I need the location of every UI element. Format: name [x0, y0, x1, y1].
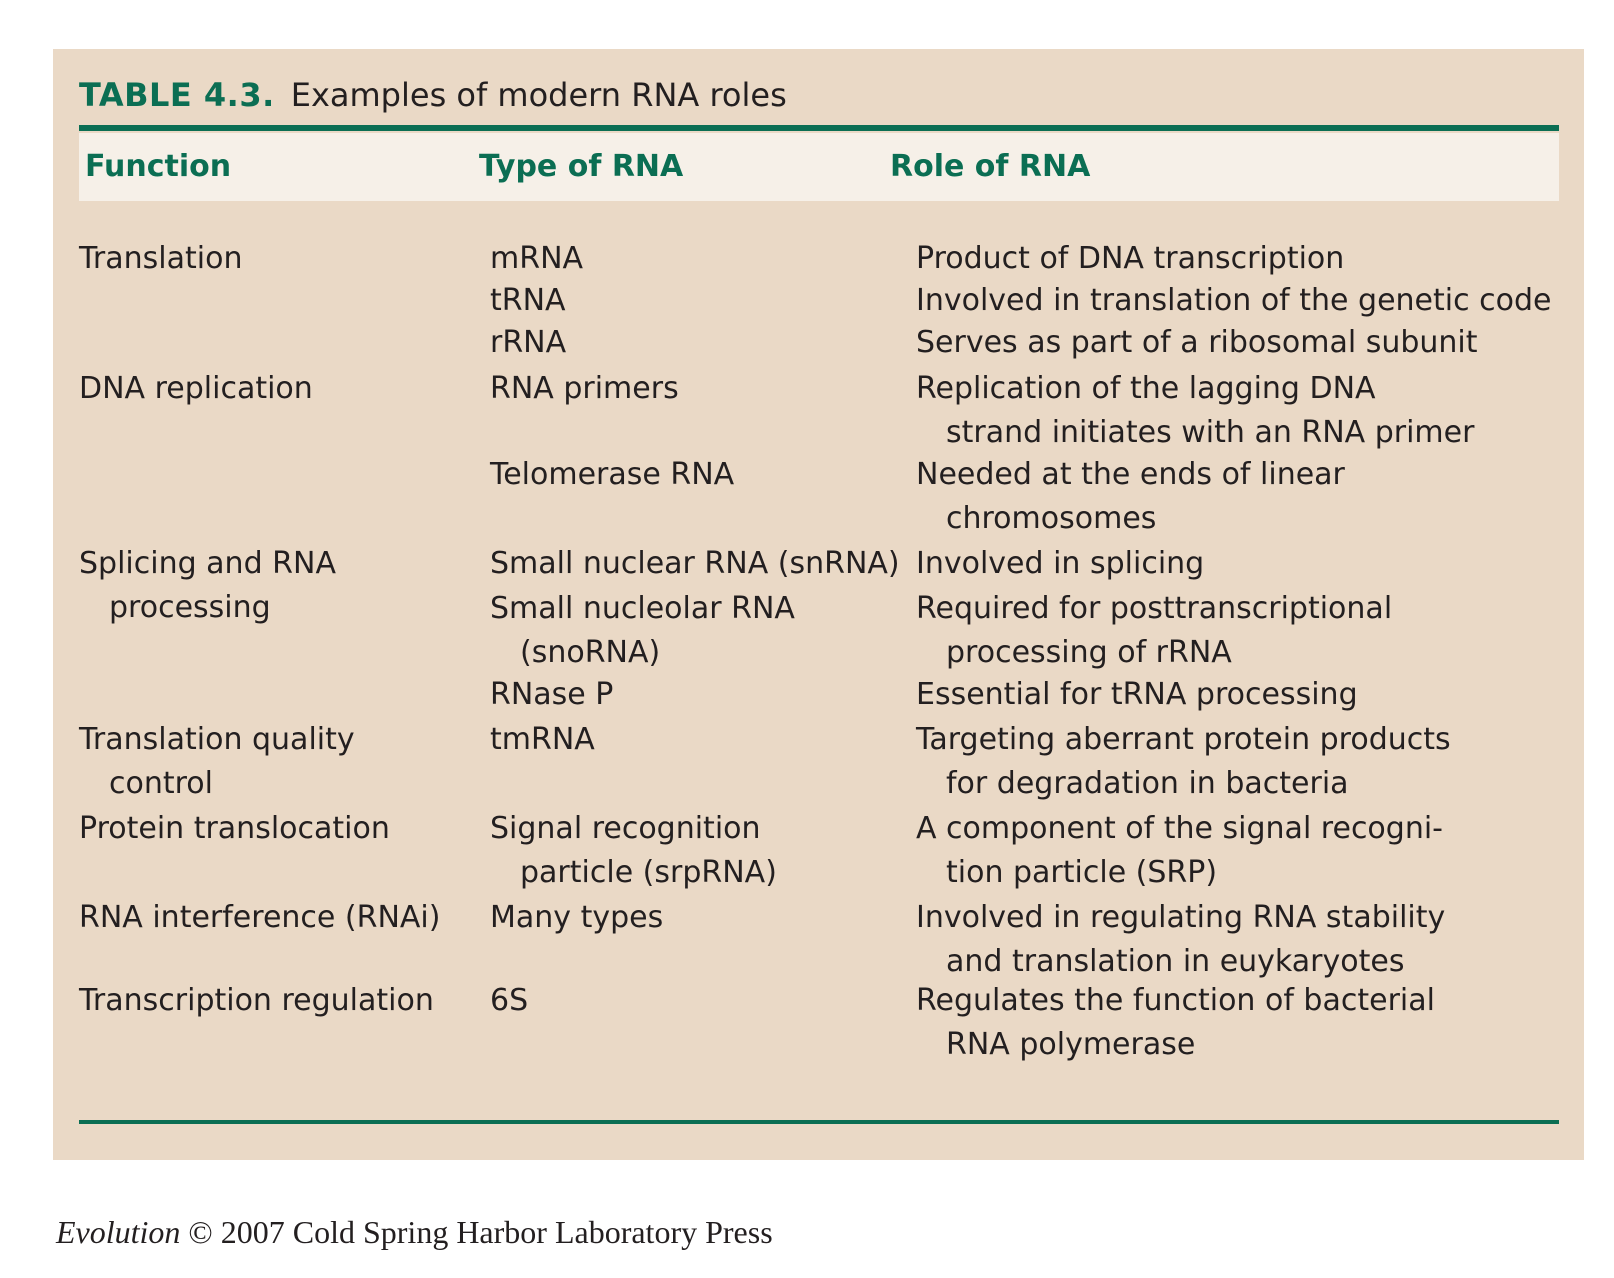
cell-type [490, 587, 795, 675]
cell-line: Translation [79, 241, 243, 276]
cell-line: Product of DNA transcription [916, 241, 1345, 276]
cell-function [79, 979, 434, 1023]
cell-type [490, 321, 566, 365]
copyright-footer [56, 1208, 773, 1256]
cell-role [916, 321, 1478, 365]
cell-role [916, 453, 1345, 541]
cell-type [490, 673, 613, 717]
cell-line: tmRNA [490, 722, 595, 757]
table-panel [53, 49, 1584, 1160]
cell-line: for degradation in bacteria [946, 766, 1349, 801]
cell-line: Serves as part of a ribosomal subunit [916, 325, 1478, 360]
header-type: Type of RNA [479, 149, 684, 184]
cell-function [79, 237, 242, 281]
cell-line: tion particle (SRP) [946, 855, 1218, 890]
cell-line: Involved in regulating RNA stability [916, 900, 1446, 935]
cell-type [490, 542, 900, 586]
cell-line: RNA primers [490, 371, 679, 406]
cell-function [79, 807, 390, 851]
cell-line: processing [109, 590, 271, 625]
cell-line: Translation quality [79, 722, 355, 757]
cell-role [916, 587, 1392, 675]
cell-role [916, 542, 1204, 586]
bottom-rule [79, 1120, 1559, 1124]
cell-line: Required for posttranscriptional [916, 591, 1393, 626]
cell-line: A component of the signal recogni- [916, 811, 1444, 846]
cell-role [916, 718, 1451, 806]
table-number: TABLE 4.3. [79, 76, 275, 114]
cell-line: Transcription regulation [79, 983, 434, 1018]
cell-line: RNase P [490, 677, 614, 712]
cell-function [79, 896, 440, 940]
top-rule [79, 125, 1559, 131]
cell-line: Splicing and RNA [79, 546, 336, 581]
cell-line: control [109, 766, 213, 801]
cell-line: Replication of the lagging DNA [916, 371, 1376, 406]
cell-line: strand initiates with an RNA primer [946, 415, 1475, 450]
copyright-text: © 2007 Cold Spring Harbor Laboratory Press [188, 1214, 773, 1250]
cell-role [916, 896, 1445, 984]
header-role: Role of RNA [890, 149, 1091, 184]
cell-line: Small nuclear RNA (snRNA) [490, 546, 900, 581]
cell-line: (snoRNA) [520, 635, 661, 670]
cell-type [490, 279, 566, 323]
cell-line: Involved in translation of the genetic code [916, 283, 1552, 318]
cell-type [490, 237, 583, 281]
cell-line: RNA polymerase [946, 1027, 1196, 1062]
cell-line: Essential for tRNA processing [916, 677, 1358, 712]
cell-line: DNA replication [79, 371, 313, 406]
cell-role [916, 367, 1474, 455]
cell-type [490, 807, 777, 895]
cell-role [916, 237, 1344, 281]
cell-line: rRNA [490, 325, 567, 360]
cell-line: and translation in euykaryotes [946, 944, 1405, 979]
cell-function [79, 542, 336, 630]
cell-line: mRNA [490, 241, 584, 276]
cell-type [490, 453, 734, 497]
cell-line: 6S [490, 983, 529, 1018]
cell-type [490, 367, 679, 411]
cell-line: RNA interference (RNAi) [79, 900, 441, 935]
table-caption: Examples of modern RNA roles [290, 76, 787, 114]
cell-role [916, 979, 1435, 1067]
cell-line: processing of rRNA [946, 635, 1232, 670]
header-function: Function [85, 149, 232, 184]
cell-role [916, 807, 1443, 895]
cell-line: Targeting aberrant protein products [916, 722, 1451, 757]
cell-type [490, 896, 663, 940]
cell-role [916, 673, 1358, 717]
cell-line: particle (srpRNA) [520, 855, 777, 890]
cell-line: Telomerase RNA [490, 457, 735, 492]
cell-line: chromosomes [946, 501, 1157, 536]
cell-line: Many types [490, 900, 664, 935]
cell-line: Regulates the function of bacterial [916, 983, 1435, 1018]
cell-line: tRNA [490, 283, 566, 318]
table-header [79, 133, 1559, 201]
cell-type [490, 979, 528, 1023]
cell-role [916, 279, 1552, 323]
cell-line: Signal recognition [490, 811, 761, 846]
table-title [79, 69, 787, 121]
cell-line: Involved in splicing [916, 546, 1205, 581]
cell-function [79, 718, 355, 806]
cell-function [79, 367, 313, 411]
cell-type [490, 718, 595, 762]
cell-line: Protein translocation [79, 811, 390, 846]
cell-line: Needed at the ends of linear [916, 457, 1345, 492]
cell-line: Small nucleolar RNA [490, 591, 795, 626]
book-title: Evolution [56, 1214, 181, 1250]
